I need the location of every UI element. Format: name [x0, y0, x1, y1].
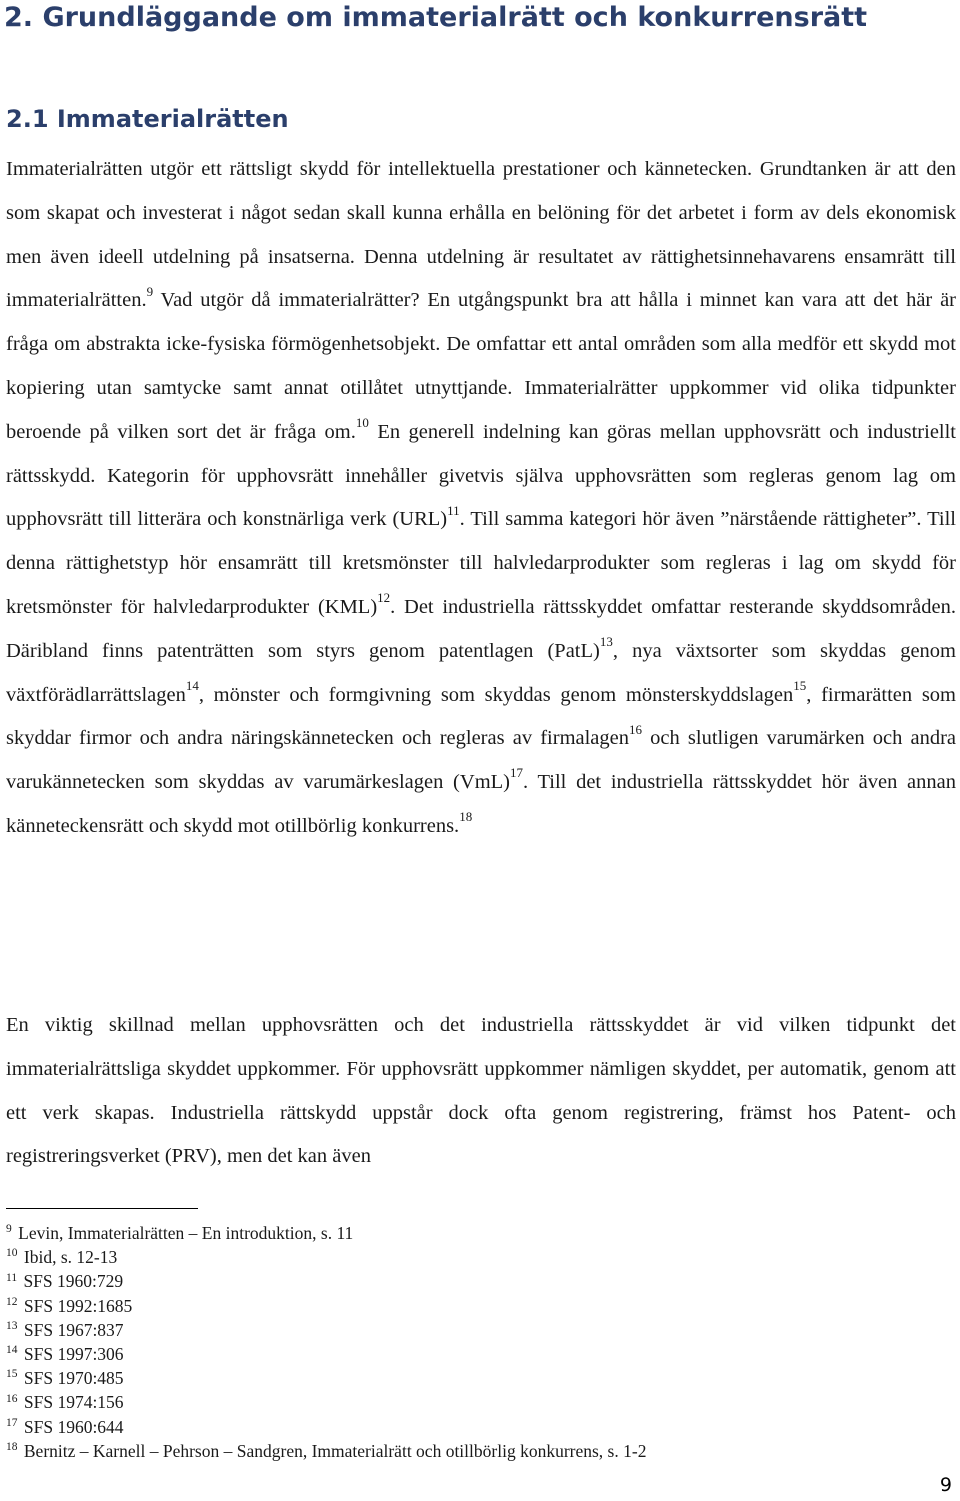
footnote-item: [6, 1269, 646, 1293]
footnote-item: [6, 1294, 646, 1318]
footnote-number: 9: [6, 1223, 12, 1236]
footnote-text: SFS 1967:837: [19, 1319, 124, 1340]
footnote-number: 14: [6, 1344, 18, 1357]
footnote-ref-10[interactable]: 10: [355, 414, 369, 430]
footnote-text: SFS 1960:729: [19, 1271, 124, 1292]
footnote-number: 12: [6, 1295, 18, 1308]
footnote-ref-16[interactable]: 16: [629, 721, 643, 737]
footnote-ref-13[interactable]: 13: [599, 633, 613, 649]
text-run: . Till det industriella rättsskyddet hör även annan känneteckensrätt och skydd mot otillbörlig konkurrens.: [6, 771, 956, 837]
footnote-text: SFS 1960:644: [19, 1416, 124, 1437]
footnote-number: 11: [6, 1271, 18, 1284]
footnote-item: [6, 1342, 646, 1366]
footnote-number: 17: [6, 1416, 18, 1429]
footnote-item: [6, 1318, 646, 1342]
footnote-item: [6, 1439, 646, 1463]
footnote-number: 10: [6, 1247, 18, 1260]
footnote-item: [6, 1245, 646, 1269]
footnote-text: Bernitz – Karnell – Pehrson – Sandgren, Immaterialrätt och otillbörlig konkurrens, s. 1-2: [19, 1440, 647, 1461]
body-paragraph-1: [6, 148, 956, 849]
footnote-number: 18: [6, 1441, 18, 1453]
text-run: En generell indelning kan göras mellan upphovsrätt och industriellt rättsskydd. Kategorin för upphovsrätt innehåller givetvis själva upphovsrätten som regleras genom lag om upphovsrätt till litterära och konstnärliga verk (URL): [6, 420, 957, 531]
text-run: , firmarätten som skyddar firmor och andra näringskännetecken och regleras av firmalagen: [6, 683, 956, 750]
body-paragraph-2: En viktig skillnad mellan upphovsrätten och det industriella rättsskyddet är vid vilken tidpunkt det immaterialrättsliga skyddet uppkommer. För upphovsrätt uppkommer nämligen skyddet, per automatik, genom att ett verk skapas. Industriella rättskydd uppstår dock ofta genom registrering, främst hos Patent- och registreringsverket (PRV), men det kan även: [6, 1014, 956, 1168]
text-run: . Det industriella rättsskyddet omfattar resterande skyddsområden. Däribland finns patenträtten som styrs genom patentlagen (PatL): [6, 595, 957, 662]
footnote-ref-17[interactable]: 17: [510, 765, 523, 781]
footnote-text: SFS 1974:156: [19, 1392, 124, 1413]
section-heading: 2.1 Immaterialrätten: [6, 105, 289, 133]
footnote-text: Levin, Immaterialrätten – En introduktion, s. 11: [13, 1223, 354, 1243]
chapter-heading: 2. Grundläggande om immaterialrätt och konkurrensrätt: [4, 2, 868, 33]
footnote-ref-9[interactable]: 9: [146, 283, 154, 299]
footnote-ref-15[interactable]: 15: [793, 677, 807, 693]
footnote-text: SFS 1970:485: [19, 1368, 124, 1389]
footnote-item: [6, 1415, 646, 1439]
page-number: 9: [939, 1474, 952, 1496]
text-run: och slutligen varumärken och andra varukännetecken som skyddas av varumärkeslagen (VmL): [6, 727, 956, 794]
footnote-text: SFS 1992:1685: [19, 1295, 133, 1316]
footnote-item: [6, 1390, 646, 1414]
footnote-number: 15: [6, 1368, 18, 1381]
footnote-text: Ibid, s. 12-13: [19, 1247, 118, 1268]
footnote-number: 16: [6, 1392, 18, 1405]
footnote-item: [6, 1366, 646, 1390]
footnote-number: 13: [6, 1319, 18, 1332]
text-run: . Till samma kategori hör även ”närstående rättigheter”. Till denna rättighetstyp hör ensamrätt till kretsmönster till halvledarprodukter som regleras i lag om skydd för kretsmönster för halvledarprodukter (KML): [6, 508, 956, 618]
footnote-item: [6, 1221, 646, 1245]
footnote-ref-14[interactable]: 14: [185, 677, 199, 693]
footnote-list: [6, 1221, 646, 1463]
text-run: Immaterialrätten utgör ett rättsligt skydd för intellektuella prestationer och kännetecken. Grundtanken är att den som skapat och investerat i något sedan skall kunna erhålla en belöning för det arbetet i form av dels ekonomisk men även ideell utdelning på insatserna. Denna utdelning är resultatet av rättighetsinnehavarens ensamrätt till immaterialrätten.: [6, 158, 956, 312]
text-run: Vad utgör då immaterialrätter? En utgångspunkt bra att hålla i minnet kan vara att det här är fråga om abstrakta icke-fysiska förmögenhetsobjekt. De omfattar ett antal områden som alla medför ett skydd mot kopiering utan samtycke samt annat otillåtet utnyttjande. Immaterialrätter uppkommer vid olika tidpunkter beroende på vilken sort det är fråga om.: [6, 289, 956, 443]
text-run: , nya växtsorter som skyddas genom växtförädlarrättslagen: [6, 639, 956, 706]
footnote-ref-18[interactable]: 18: [459, 809, 473, 825]
footnote-text: SFS 1997:306: [19, 1344, 124, 1365]
footnote-ref-11[interactable]: 11: [447, 502, 460, 518]
text-run: , mönster och formgivning som skyddas genom mönsterskyddslagen: [198, 683, 794, 706]
footnote-divider: [6, 1208, 198, 1209]
footnote-ref-12[interactable]: 12: [377, 590, 391, 606]
